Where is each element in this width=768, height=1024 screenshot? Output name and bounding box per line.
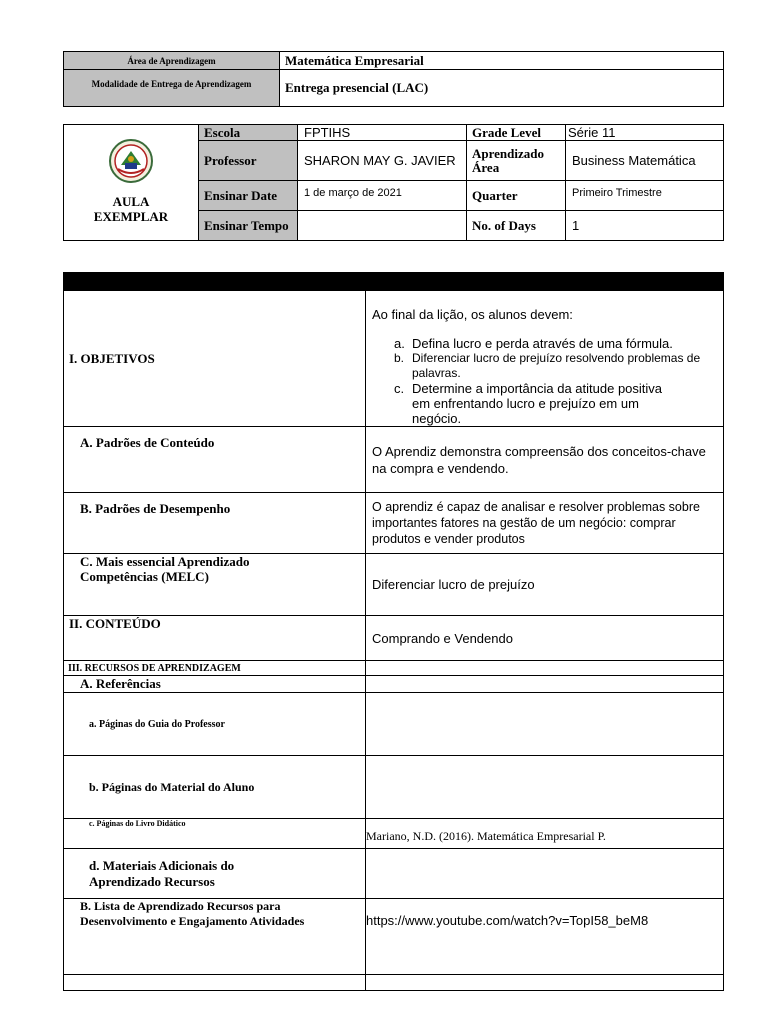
list-item: b. Diferenciar lucro de prejuízo resolvendo problemas de palavras. [394, 351, 701, 380]
teach-time-value [298, 211, 467, 241]
objectives-cell [366, 291, 724, 427]
days-label: No. of Days [467, 211, 566, 241]
melc-label: C. Mais essencial Aprendizado Competências (MELC) [64, 554, 366, 616]
learning-area-value: Business Matemática [566, 141, 724, 181]
lesson-title-line1: AULA [112, 194, 150, 209]
area-label: Área de Aprendizagem [64, 52, 280, 70]
school-value: FPTIHS [298, 125, 467, 141]
resources-label: III. RECURSOS DE APRENDIZAGEM [64, 661, 366, 676]
resource-list-label: B. Lista de Aprendizado Recursos para Desenvolvimento e Engajamento Atividades [64, 899, 366, 975]
lesson-plan-table [63, 272, 724, 991]
textbook-value: Mariano, N.D. (2016). Matemática Empresarial P. [366, 819, 724, 849]
school-label: Escola [199, 125, 298, 141]
lesson-title-line2: EXEMPLAR [93, 209, 169, 224]
teach-date-label: Ensinar Date [199, 181, 298, 211]
list-item: c. Determine a importância da atitude positiva em enfrentando lucro e prejuízo em um negócio. [394, 381, 663, 426]
list-item: a. Defina lucro e perda através de uma fórmula. [394, 336, 673, 351]
teach-time-label: Ensinar Tempo [199, 211, 298, 241]
objectives-label: I. OBJETIVOS [64, 291, 366, 427]
learning-area-label: Aprendizado Área [467, 141, 566, 181]
grade-value: Série 11 [566, 125, 724, 141]
performance-standards-value: O aprendiz é capaz de analisar e resolver problemas sobre importantes fatores na gestão de um negócio: comprar produtos e vender produtos [366, 493, 724, 554]
header-table [63, 51, 724, 107]
performance-standards-label: B. Padrões de Desempenho [64, 493, 366, 554]
teacher-guide-label: a. Páginas do Guia do Professor [64, 693, 366, 756]
modality-label: Modalidade de Entrega de Aprendizagem [64, 70, 280, 107]
textbook-label: c. Páginas do Livro Didático [64, 819, 366, 849]
quarter-label: Quarter [467, 181, 566, 211]
resource-link[interactable]: https://www.youtube.com/watch?v=TopI58_beM8 [366, 899, 724, 975]
school-seal-icon [64, 139, 198, 188]
teach-date-value: 1 de março de 2021 [298, 181, 467, 211]
school-logo-cell [64, 125, 199, 241]
info-table [63, 124, 724, 241]
objectives-list [372, 336, 723, 426]
content-standards-value: O Aprendiz demonstra compreensão dos conceitos-chave na compra e vendendo. [366, 427, 724, 493]
area-value: Matemática Empresarial [280, 52, 724, 70]
professor-label: Professor [199, 141, 298, 181]
learner-material-label: b. Páginas do Material do Aluno [64, 756, 366, 819]
professor-value: SHARON MAY G. JAVIER [298, 141, 467, 181]
quarter-value: Primeiro Trimestre [566, 181, 724, 211]
modality-value: Entrega presencial (LAC) [280, 70, 724, 107]
objectives-intro: Ao final da lição, os alunos devem: [372, 307, 573, 322]
content-label: II. CONTEÚDO [64, 616, 366, 661]
days-value: 1 [566, 211, 724, 241]
grade-label: Grade Level [467, 125, 566, 141]
content-value: Comprando e Vendendo [366, 616, 724, 661]
references-label: A. Referências [64, 676, 366, 693]
content-standards-label: A. Padrões de Conteúdo [64, 427, 366, 493]
melc-value: Diferenciar lucro de prejuízo [366, 554, 724, 616]
additional-materials-label: d. Materiais Adicionais do Aprendizado Recursos [64, 849, 366, 899]
